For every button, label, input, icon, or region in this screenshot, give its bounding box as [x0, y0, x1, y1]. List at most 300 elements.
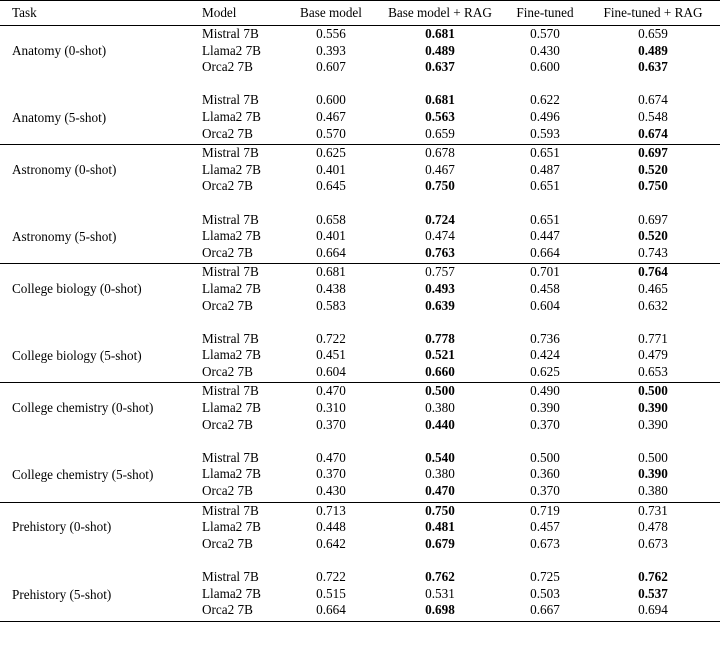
value: 0.515 — [316, 585, 346, 601]
value-cell — [286, 483, 376, 502]
group-spacer — [0, 76, 720, 93]
value: 0.467 — [425, 161, 455, 177]
value-cell — [376, 519, 504, 536]
value: 0.448 — [316, 519, 346, 535]
value-cell — [586, 109, 720, 126]
value: 0.659 — [425, 125, 455, 141]
value: 0.651 — [530, 211, 560, 227]
value: 0.310 — [316, 400, 346, 416]
model-cell: Llama2 7B — [202, 400, 261, 416]
model-cell: Orca2 7B — [202, 59, 253, 75]
value: 0.673 — [638, 535, 668, 551]
value-cell — [586, 162, 720, 179]
value-cell — [376, 264, 504, 281]
value-cell — [286, 245, 376, 264]
value: 0.604 — [530, 297, 560, 313]
value-cell — [504, 483, 586, 502]
best-value: 0.500 — [638, 383, 668, 399]
value-cell — [586, 383, 720, 400]
value-cell — [286, 536, 376, 553]
value-cell — [504, 331, 586, 348]
group-spacer-cell — [0, 195, 720, 212]
value-cell — [376, 602, 504, 621]
value: 0.457 — [530, 519, 560, 535]
value: 0.370 — [316, 416, 346, 432]
best-value: 0.481 — [425, 519, 455, 535]
model-cell: Mistral 7B — [202, 383, 259, 399]
value-cell — [286, 281, 376, 298]
value-cell — [286, 26, 376, 43]
best-value: 0.764 — [638, 264, 668, 280]
model-cell: Mistral 7B — [202, 569, 259, 584]
value: 0.470 — [316, 383, 346, 399]
value: 0.430 — [316, 483, 346, 499]
value-cell — [504, 92, 586, 109]
value-cell — [286, 126, 376, 145]
header-row — [0, 1, 720, 26]
model-cell: Llama2 7B — [202, 519, 261, 535]
value: 0.664 — [316, 602, 346, 618]
value: 0.458 — [530, 280, 560, 296]
task-cell: College chemistry (0-shot) — [12, 400, 154, 416]
value-cell — [504, 26, 586, 43]
value-cell — [376, 331, 504, 348]
value-cell — [586, 519, 720, 536]
value-cell — [586, 364, 720, 383]
table-row — [0, 383, 720, 400]
value-cell — [586, 43, 720, 60]
model-cell: Orca2 7B — [202, 297, 253, 313]
value: 0.658 — [316, 211, 346, 227]
best-value: 0.697 — [638, 145, 668, 161]
value: 0.697 — [638, 211, 668, 227]
value-cell — [504, 212, 586, 229]
value: 0.736 — [530, 330, 560, 346]
value-cell — [286, 145, 376, 162]
value: 0.600 — [316, 92, 346, 108]
value-cell — [376, 450, 504, 467]
value: 0.487 — [530, 161, 560, 177]
value: 0.570 — [316, 125, 346, 141]
value: 0.393 — [316, 42, 346, 58]
value-cell — [504, 43, 586, 60]
model-cell: Mistral 7B — [202, 502, 259, 518]
value-cell — [586, 466, 720, 483]
table-row — [0, 92, 720, 109]
model-cell: Orca2 7B — [202, 535, 253, 551]
value: 0.451 — [316, 347, 346, 363]
value: 0.731 — [638, 502, 668, 518]
value-cell — [286, 92, 376, 109]
value-cell — [376, 109, 504, 126]
value: 0.570 — [530, 26, 560, 41]
value: 0.503 — [530, 585, 560, 601]
value-cell — [376, 502, 504, 519]
best-value: 0.724 — [425, 211, 455, 227]
best-value: 0.440 — [425, 416, 455, 432]
value-cell — [586, 417, 720, 434]
value: 0.438 — [316, 280, 346, 296]
value: 0.664 — [530, 244, 560, 260]
value: 0.465 — [638, 280, 668, 296]
value-cell — [504, 264, 586, 281]
value-cell — [504, 586, 586, 603]
table-header — [0, 1, 720, 26]
value: 0.625 — [316, 145, 346, 161]
value: 0.390 — [638, 416, 668, 432]
value-cell — [504, 109, 586, 126]
best-value: 0.521 — [425, 347, 455, 363]
header-base-model: Base model — [300, 4, 362, 20]
value-cell — [504, 281, 586, 298]
value-cell — [504, 519, 586, 536]
best-value: 0.520 — [638, 161, 668, 177]
value-cell — [586, 586, 720, 603]
model-cell: Llama2 7B — [202, 585, 261, 601]
best-value: 0.762 — [425, 569, 455, 584]
value: 0.622 — [530, 92, 560, 108]
value-cell — [504, 466, 586, 483]
best-value: 0.762 — [638, 569, 668, 584]
value-cell — [376, 364, 504, 383]
value-cell — [376, 536, 504, 553]
value-cell — [586, 126, 720, 145]
value-cell — [504, 569, 586, 586]
value-cell — [504, 450, 586, 467]
value-cell — [504, 178, 586, 195]
value-cell — [586, 331, 720, 348]
value: 0.771 — [638, 330, 668, 346]
value: 0.664 — [316, 244, 346, 260]
table-row — [0, 145, 720, 162]
value-cell — [286, 162, 376, 179]
model-cell: Mistral 7B — [202, 92, 259, 108]
topic-block — [0, 383, 720, 502]
value-cell — [504, 417, 586, 434]
model-cell: Orca2 7B — [202, 178, 253, 194]
value-cell — [286, 178, 376, 195]
value: 0.401 — [316, 228, 346, 244]
value-cell — [376, 569, 504, 586]
value: 0.604 — [316, 363, 346, 379]
value-cell — [286, 331, 376, 348]
group-spacer — [0, 552, 720, 569]
model-cell: Llama2 7B — [202, 280, 261, 296]
value: 0.500 — [530, 449, 560, 465]
value: 0.642 — [316, 535, 346, 551]
value: 0.681 — [316, 264, 346, 280]
topic-block — [0, 502, 720, 621]
value: 0.653 — [638, 363, 668, 379]
value-cell — [586, 450, 720, 467]
value: 0.694 — [638, 602, 668, 618]
topic-block — [0, 145, 720, 264]
value-cell — [376, 126, 504, 145]
value-cell — [376, 347, 504, 364]
value-cell — [376, 162, 504, 179]
value-cell — [376, 281, 504, 298]
best-value: 0.489 — [425, 42, 455, 58]
table-row — [0, 212, 720, 229]
value: 0.548 — [638, 108, 668, 124]
best-value: 0.537 — [638, 585, 668, 601]
value: 0.757 — [425, 264, 455, 280]
value: 0.719 — [530, 502, 560, 518]
best-value: 0.540 — [425, 449, 455, 465]
best-value: 0.563 — [425, 108, 455, 124]
value: 0.370 — [316, 466, 346, 482]
model-cell: Llama2 7B — [202, 466, 261, 482]
group-spacer-cell — [0, 552, 720, 569]
value-cell — [286, 569, 376, 586]
value-cell — [586, 178, 720, 195]
value-cell — [586, 245, 720, 264]
model-cell: Llama2 7B — [202, 347, 261, 363]
best-value: 0.679 — [425, 535, 455, 551]
model-cell: Llama2 7B — [202, 108, 261, 124]
value: 0.467 — [316, 108, 346, 124]
value-cell — [504, 126, 586, 145]
best-value: 0.390 — [638, 400, 668, 416]
value-cell — [376, 212, 504, 229]
best-value: 0.500 — [425, 383, 455, 399]
value: 0.632 — [638, 297, 668, 313]
value: 0.360 — [530, 466, 560, 482]
value-cell — [286, 400, 376, 417]
model-cell: Mistral 7B — [202, 26, 259, 41]
task-cell: Anatomy (0-shot) — [12, 42, 107, 58]
value: 0.743 — [638, 244, 668, 260]
task-cell: Prehistory (5-shot) — [12, 586, 112, 602]
value: 0.607 — [316, 59, 346, 75]
table-row — [0, 26, 720, 43]
value-cell — [504, 245, 586, 264]
value: 0.424 — [530, 347, 560, 363]
value-cell — [586, 228, 720, 245]
value: 0.370 — [530, 483, 560, 499]
value-cell — [504, 59, 586, 76]
value: 0.479 — [638, 347, 668, 363]
task-cell: College biology (0-shot) — [12, 280, 142, 296]
value-cell — [376, 586, 504, 603]
value: 0.713 — [316, 502, 346, 518]
value-cell — [586, 536, 720, 553]
task-cell: Anatomy (5-shot) — [12, 109, 107, 125]
best-value: 0.778 — [425, 330, 455, 346]
best-value: 0.674 — [638, 125, 668, 141]
value-cell — [376, 26, 504, 43]
value-cell — [586, 264, 720, 281]
best-value: 0.489 — [638, 42, 668, 58]
value-cell — [586, 483, 720, 502]
model-cell: Llama2 7B — [202, 228, 261, 244]
group-spacer — [0, 433, 720, 450]
value: 0.531 — [425, 585, 455, 601]
header-model: Model — [202, 4, 237, 20]
value: 0.667 — [530, 602, 560, 618]
value-cell — [286, 298, 376, 315]
best-value: 0.493 — [425, 280, 455, 296]
task-cell: Astronomy (5-shot) — [12, 229, 117, 245]
value-cell — [504, 602, 586, 621]
best-value: 0.698 — [425, 602, 455, 618]
value-cell — [376, 245, 504, 264]
header-fine-tuned-rag: Fine-tuned + RAG — [603, 4, 703, 20]
value-cell — [376, 466, 504, 483]
best-value: 0.639 — [425, 297, 455, 313]
value: 0.651 — [530, 145, 560, 161]
value: 0.470 — [316, 449, 346, 465]
value-cell — [286, 364, 376, 383]
value-cell — [376, 400, 504, 417]
model-cell: Orca2 7B — [202, 125, 253, 141]
best-value: 0.763 — [425, 244, 455, 260]
model-cell: Orca2 7B — [202, 244, 253, 260]
header-base-model-rag: Base model + RAG — [388, 4, 492, 20]
value-cell — [286, 264, 376, 281]
value: 0.490 — [530, 383, 560, 399]
topic-block — [0, 26, 720, 145]
value-cell — [586, 281, 720, 298]
value-cell — [586, 212, 720, 229]
model-cell: Orca2 7B — [202, 602, 253, 618]
value: 0.651 — [530, 178, 560, 194]
value: 0.556 — [316, 26, 346, 41]
value: 0.496 — [530, 108, 560, 124]
table-row — [0, 264, 720, 281]
value: 0.500 — [638, 449, 668, 465]
group-spacer — [0, 195, 720, 212]
value-cell — [286, 383, 376, 400]
best-value: 0.390 — [638, 466, 668, 482]
model-cell: Mistral 7B — [202, 264, 259, 280]
model-cell: Mistral 7B — [202, 145, 259, 161]
value: 0.401 — [316, 161, 346, 177]
value: 0.583 — [316, 297, 346, 313]
value-cell — [286, 109, 376, 126]
value-cell — [586, 26, 720, 43]
value-cell — [586, 602, 720, 621]
value-cell — [504, 364, 586, 383]
model-cell: Mistral 7B — [202, 330, 259, 346]
value-cell — [286, 59, 376, 76]
value: 0.447 — [530, 228, 560, 244]
value: 0.593 — [530, 125, 560, 141]
table-row — [0, 502, 720, 519]
value: 0.678 — [425, 145, 455, 161]
best-value: 0.681 — [425, 26, 455, 41]
value: 0.659 — [638, 26, 668, 41]
value-cell — [376, 59, 504, 76]
value: 0.380 — [425, 400, 455, 416]
best-value: 0.681 — [425, 92, 455, 108]
model-cell: Mistral 7B — [202, 211, 259, 227]
best-value: 0.750 — [425, 178, 455, 194]
value: 0.380 — [425, 466, 455, 482]
group-spacer-cell — [0, 433, 720, 450]
topic-block — [0, 264, 720, 383]
value-cell — [376, 383, 504, 400]
value-cell — [586, 298, 720, 315]
best-value: 0.660 — [425, 363, 455, 379]
value-cell — [286, 586, 376, 603]
value-cell — [586, 59, 720, 76]
value-cell — [376, 228, 504, 245]
value-cell — [586, 347, 720, 364]
value-cell — [376, 298, 504, 315]
model-cell: Llama2 7B — [202, 42, 261, 58]
table-row — [0, 450, 720, 467]
value-cell — [286, 450, 376, 467]
value: 0.474 — [425, 228, 455, 244]
value-cell — [286, 466, 376, 483]
group-spacer-cell — [0, 76, 720, 93]
value-cell — [376, 145, 504, 162]
value-cell — [286, 212, 376, 229]
value-cell — [504, 162, 586, 179]
value-cell — [376, 43, 504, 60]
value: 0.430 — [530, 42, 560, 58]
task-cell: College biology (5-shot) — [12, 348, 142, 364]
header-task: Task — [12, 4, 37, 20]
value-cell — [504, 536, 586, 553]
value-cell — [286, 228, 376, 245]
value-cell — [504, 400, 586, 417]
model-cell: Orca2 7B — [202, 416, 253, 432]
value: 0.722 — [316, 330, 346, 346]
model-cell: Orca2 7B — [202, 363, 253, 379]
value: 0.674 — [638, 92, 668, 108]
group-spacer — [0, 314, 720, 331]
value: 0.370 — [530, 416, 560, 432]
value-cell — [376, 417, 504, 434]
value: 0.701 — [530, 264, 560, 280]
table-row — [0, 331, 720, 348]
best-value: 0.637 — [638, 59, 668, 75]
task-cell: Prehistory (0-shot) — [12, 519, 112, 535]
value-cell — [504, 228, 586, 245]
model-cell: Mistral 7B — [202, 449, 259, 465]
model-cell: Llama2 7B — [202, 161, 261, 177]
model-cell: Orca2 7B — [202, 483, 253, 499]
value-cell — [504, 502, 586, 519]
value-cell — [376, 483, 504, 502]
task-cell: Astronomy (0-shot) — [12, 161, 117, 177]
value-cell — [586, 502, 720, 519]
best-value: 0.470 — [425, 483, 455, 499]
value-cell — [586, 400, 720, 417]
value: 0.600 — [530, 59, 560, 75]
best-value: 0.750 — [638, 178, 668, 194]
value-cell — [504, 347, 586, 364]
value-cell — [504, 298, 586, 315]
table-row — [0, 569, 720, 586]
task-cell: College chemistry (5-shot) — [12, 467, 154, 483]
value-cell — [504, 383, 586, 400]
group-spacer-cell — [0, 314, 720, 331]
best-value: 0.750 — [425, 502, 455, 518]
value-cell — [376, 92, 504, 109]
value: 0.673 — [530, 535, 560, 551]
value: 0.725 — [530, 569, 560, 584]
best-value: 0.637 — [425, 59, 455, 75]
value: 0.380 — [638, 483, 668, 499]
value: 0.390 — [530, 400, 560, 416]
best-value: 0.520 — [638, 228, 668, 244]
value-cell — [286, 602, 376, 621]
value: 0.478 — [638, 519, 668, 535]
value-cell — [286, 417, 376, 434]
